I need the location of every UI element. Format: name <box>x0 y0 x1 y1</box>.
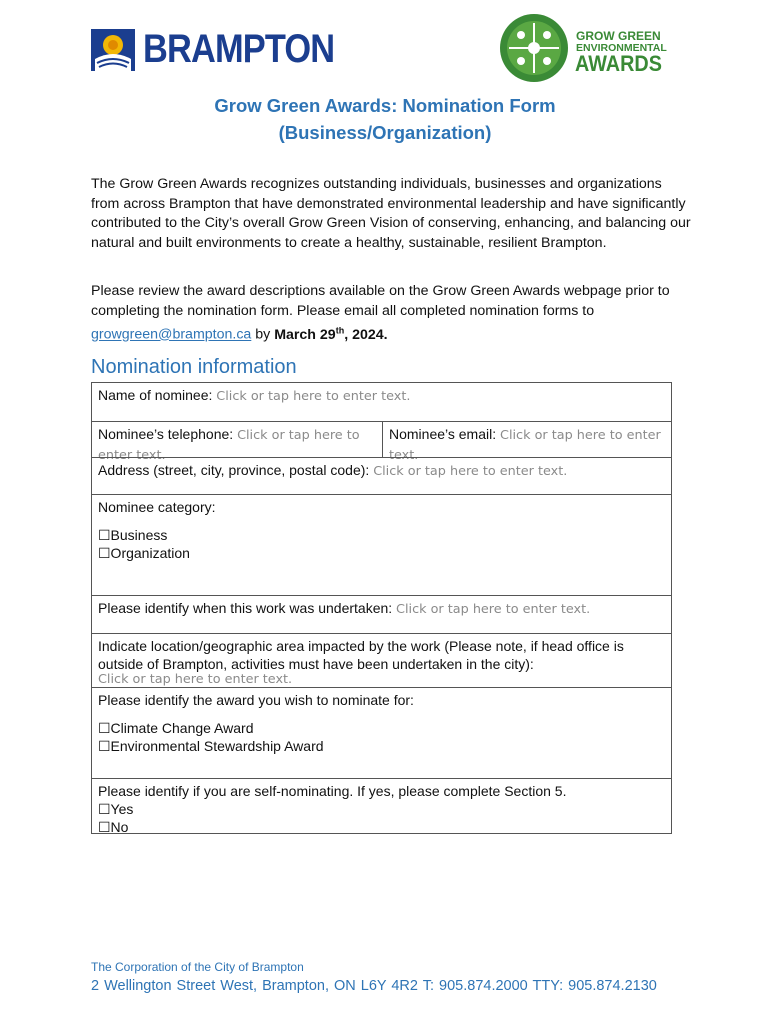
page-title: Grow Green Awards: Nomination Form <box>214 95 556 116</box>
nomination-form <box>91 382 672 834</box>
nominee-name-row <box>92 383 671 421</box>
location-field[interactable]: Click or tap here to enter text. <box>98 672 293 687</box>
page-subtitle: (Business/Organization) <box>278 122 492 143</box>
footer-address: 2 Wellington Street West, Brampton, ON L6Y 4R2 T: 905.874.2000 TTY: 905.874.2130 <box>91 978 657 994</box>
email-field[interactable]: Click or tap here to enter text. <box>389 428 661 463</box>
instructions-text: Please review the award descriptions available on the Grow Green Awards webpage prior to completing the nomination form. Please email all completed nomination forms to <box>91 283 670 319</box>
nominee-name-field[interactable]: Click or tap here to enter text. <box>216 389 411 404</box>
self-nominating-label: Please identify if you are self-nominating. If yes, please complete Section 5. <box>98 783 567 799</box>
email-cell <box>383 422 671 463</box>
address-label: Address (street, city, province, postal code): <box>98 462 374 478</box>
address-field[interactable]: Click or tap here to enter text. <box>373 464 568 479</box>
self-nominating-row <box>92 778 671 833</box>
category-label: Nominee category: <box>98 499 216 515</box>
deadline-year: , 2024. <box>344 326 388 343</box>
nominee-name-label: Name of nominee: <box>98 387 217 403</box>
yes-checkbox[interactable]: ☐Yes <box>98 801 134 817</box>
telephone-field[interactable]: Click or tap here to enter text. <box>98 428 360 463</box>
location-label: Indicate location/geographic area impacted by the work (Please note, if head office is outside of Brampton, activities must have been undertaken in the city): <box>98 638 624 672</box>
email-link[interactable]: growgreen@brampton.ca <box>91 326 252 343</box>
intro-paragraph: The Grow Green Awards recognizes outstanding individuals, businesses and organizations from across Brampton that have demonstrated environmental leadership and have significantly contributed to the City’s overall Grow Green Vision of conserving, enhancing, and balancing our natural and built environments to create a healthy, sustainable, resilient Brampton. <box>91 176 691 251</box>
grow-green-circle-icon <box>499 13 569 83</box>
category-row <box>92 494 671 595</box>
deadline <box>274 327 387 343</box>
award-label: Please identify the award you wish to nominate for: <box>98 692 414 708</box>
brampton-wordmark: BRAMPTON <box>143 27 335 71</box>
deadline-suffix: th <box>335 325 345 335</box>
grow-green-awards-logo <box>499 13 669 83</box>
awards-logo-line1: GROW GREEN <box>576 29 661 43</box>
by-text: by <box>251 326 275 343</box>
instructions-paragraph <box>91 282 691 345</box>
awards-logo-line3: AWARDS <box>575 51 662 76</box>
email-label: Nominee’s email: <box>389 426 501 442</box>
when-row <box>92 595 671 633</box>
when-field[interactable]: Click or tap here to enter text. <box>396 602 591 617</box>
telephone-label: Nominee’s telephone: <box>98 426 238 442</box>
section-heading: Nomination information <box>91 356 297 378</box>
telephone-cell <box>92 422 383 463</box>
climate-change-award-checkbox[interactable]: ☐Climate Change Award <box>98 720 254 736</box>
business-checkbox[interactable]: ☐Business <box>98 527 168 543</box>
no-checkbox[interactable]: ☐No <box>98 819 129 835</box>
when-label: Please identify when this work was undertaken: <box>98 600 397 616</box>
address-row <box>92 457 671 494</box>
deadline-date: March 29 <box>274 326 336 343</box>
footer-organization: The Corporation of the City of Brampton <box>91 960 304 974</box>
organization-checkbox[interactable]: ☐Organization <box>98 545 190 561</box>
award-row <box>92 687 671 778</box>
environmental-stewardship-award-checkbox[interactable]: ☐Environmental Stewardship Award <box>98 738 324 754</box>
contact-row <box>92 421 671 463</box>
location-row <box>92 633 671 687</box>
brampton-logo <box>91 27 335 73</box>
awards-logo-line2: ENVIRONMENTAL <box>576 42 667 54</box>
brampton-flower-icon <box>91 29 135 71</box>
